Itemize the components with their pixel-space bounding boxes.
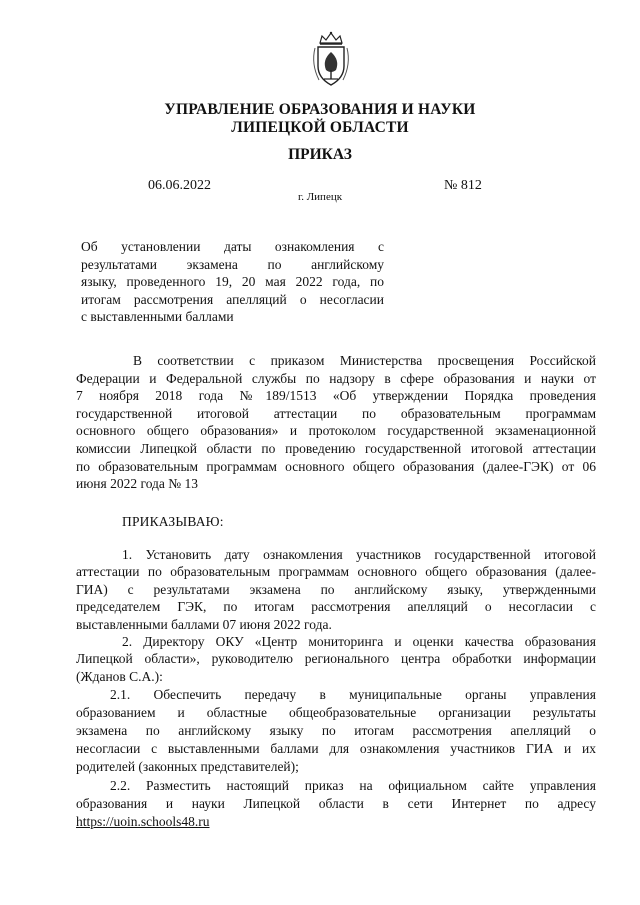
preamble-line: по образовательным программам основного общего образования (далее-ГЭК) от 06 (76, 458, 596, 474)
item-line: родителей (законных представителей); (76, 759, 299, 775)
item-line: аттестации по образовательным программам основного общего образования (далее- (76, 564, 596, 580)
item-line: 2. Директору ОКУ «Центр мониторинга и оценки качества образования (122, 634, 596, 650)
item-line: 2.1. Обеспечить передачу в муниципальные органы управления (110, 687, 596, 702)
preamble-line: комиссии Липецкой области по проведению государственной итоговой аттестации (76, 440, 596, 456)
subject-line: итогам рассмотрения апелляций о несогласии (81, 291, 384, 307)
preamble-line: Федерации и Федеральной службы по надзору в сфере образования и науки от (76, 370, 596, 386)
subject-line: языку, проведенного 19, 20 мая 2022 года, по (81, 274, 384, 290)
preamble-line: В соответствии с приказом Министерства просвещения Российской (133, 353, 596, 368)
item-line: образованием и областные общеобразовательные организации результаты (76, 705, 596, 721)
item-line: выставленными баллами 07 июня 2022 года. (76, 616, 332, 632)
preamble-line: 7 ноября 2018 года №189/1513 «Об утверждении Порядка проведения (76, 388, 596, 404)
preamble-paragraph (76, 352, 596, 493)
preamble-line: июня 2022 года № 13 (76, 476, 199, 492)
subject-line: Об установлении даты ознакомления с (81, 239, 384, 254)
item-line: экзамена по английскому языку по итогам рассмотрения апелляций о (76, 723, 596, 739)
order-word: ПРИКАЗЫВАЮ: (122, 514, 224, 529)
item-line: Липецкой области», руководителю регионального центра обработки информации (76, 651, 596, 667)
item-line: (Жданов С.А.): (76, 668, 163, 684)
order-city: г. Липецк (297, 191, 343, 203)
item-line: образования и науки Липецкой области в сети Интернет по адресу (76, 796, 596, 812)
subject-line: с выставленными баллами (81, 309, 234, 325)
order-item-2-2 (76, 777, 596, 831)
subject-line: результатами экзамена по английскому (81, 256, 384, 272)
order-items-1-2 (76, 546, 596, 685)
order-subject (81, 238, 384, 326)
preamble-line: государственной итоговой аттестации по образовательным программам (76, 405, 596, 421)
order-date: 06.06.2022 (148, 178, 211, 193)
org-name-line1: УПРАВЛЕНИЕ ОБРАЗОВАНИЯ И НАУКИ (164, 101, 476, 118)
item-line: 1. Установить дату ознакомления участников государственной итоговой (122, 547, 596, 562)
preamble-line: основного общего образования» и протоколом государственной экзаменационной (76, 423, 596, 439)
org-name-line2: ЛИПЕЦКОЙ ОБЛАСТИ (231, 119, 409, 136)
document-type-title: ПРИКАЗ (288, 146, 352, 163)
item-line: 2.2. Разместить настоящий приказ на официальном сайте управления (110, 778, 596, 793)
order-item-2-1 (76, 686, 596, 776)
coat-of-arms-emblem (310, 30, 352, 88)
item-line: председателем ГЭК, по итогам рассмотрения апелляций о несогласии с (76, 599, 596, 615)
order-number: № 812 (444, 178, 482, 193)
item-line: несогласии с выставленными баллами для ознакомления участников ГИА и их (76, 741, 596, 757)
site-url-link[interactable]: https://uoin.schools48.ru (76, 814, 210, 830)
item-line: ГИА) с результатами экзамена по английскому языку, утвержденными (76, 581, 596, 597)
